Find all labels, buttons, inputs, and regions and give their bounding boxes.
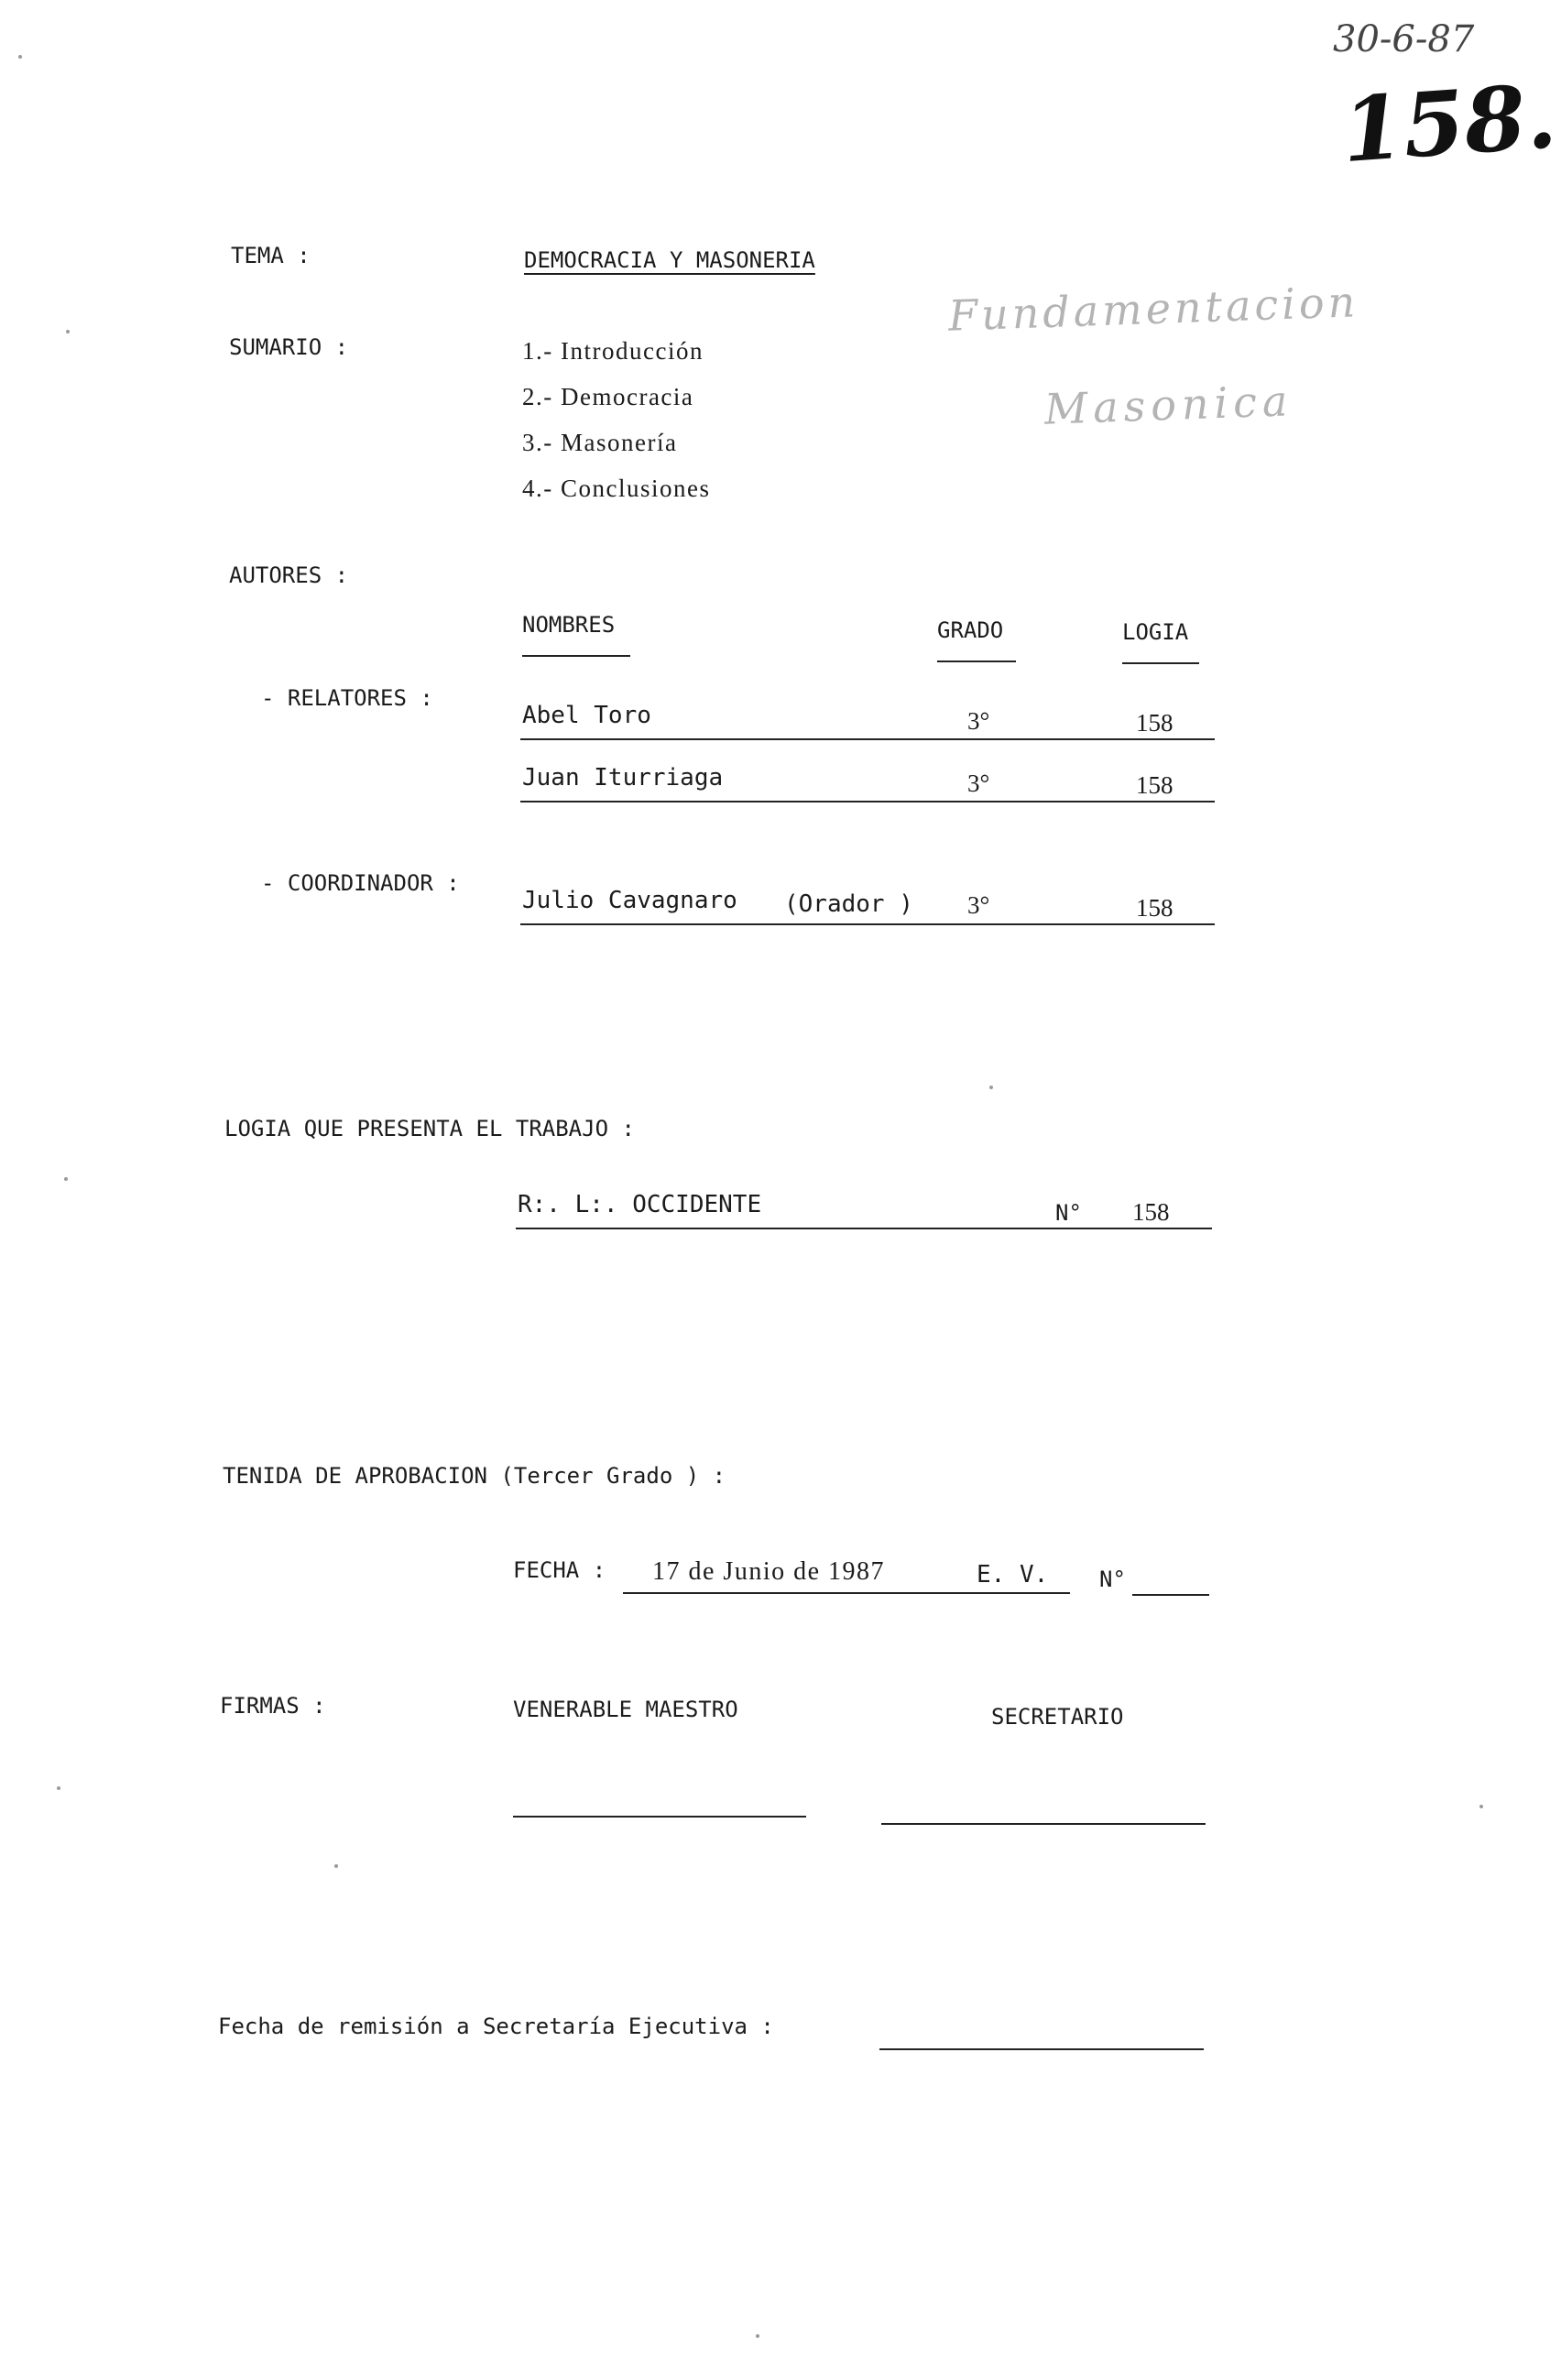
logia-nombre: R:. L:. OCCIDENTE xyxy=(518,1191,762,1218)
remision-label: Fecha de remisión a Secretaría Ejecutiva : xyxy=(218,2014,774,2039)
sumario-item-2: 2.- Democracia xyxy=(522,383,694,410)
scan-speck xyxy=(1479,1805,1483,1808)
pencil-note-line1: Fundamentacion xyxy=(947,277,1360,341)
secretario-signature-line xyxy=(881,1823,1206,1825)
handwritten-number: 158. xyxy=(1338,63,1560,183)
sumario-item-4: 4.- Conclusiones xyxy=(522,475,711,502)
coordinador-label: - COORDINADOR : xyxy=(261,870,460,896)
header-logia-underline xyxy=(1122,662,1199,664)
sumario-item-1: 1.- Introducción xyxy=(522,337,704,365)
tenida-numero-line xyxy=(1132,1594,1209,1596)
coordinador-cargo: (Orador ) xyxy=(784,890,913,918)
firmas-label: FIRMAS : xyxy=(220,1693,326,1719)
venerable-signature-line xyxy=(513,1816,806,1818)
relator-2-nombre: Juan Iturriaga xyxy=(522,764,724,792)
header-grado-underline xyxy=(937,661,1016,662)
pencil-note-line2: Masonica xyxy=(1043,376,1294,434)
scan-speck xyxy=(64,1177,68,1181)
relator-2-line xyxy=(520,801,1215,802)
relator-2-grado: 3° xyxy=(967,770,990,797)
header-grado: GRADO xyxy=(937,617,1004,643)
coordinador-nombre: Julio Cavagnaro xyxy=(522,887,737,914)
relator-1-logia: 158 xyxy=(1136,709,1173,737)
fecha-label: FECHA : xyxy=(513,1557,606,1583)
relator-1-nombre: Abel Toro xyxy=(522,702,651,729)
tema-label: TEMA : xyxy=(231,243,311,268)
scan-speck xyxy=(989,1086,993,1089)
venerable-maestro-label: VENERABLE MAESTRO xyxy=(513,1697,738,1722)
secretario-label: SECRETARIO xyxy=(991,1704,1124,1730)
scan-speck xyxy=(66,330,70,333)
fecha-value: 17 de Junio de 1987 xyxy=(652,1557,886,1586)
scan-speck xyxy=(334,1864,338,1868)
logia-numero: 158 xyxy=(1132,1198,1170,1226)
coordinador-line xyxy=(520,923,1215,925)
tenida-label: TENIDA DE APROBACION (Tercer Grado ) : xyxy=(223,1463,726,1489)
logia-line xyxy=(516,1228,1212,1229)
logia-presenta-label: LOGIA QUE PRESENTA EL TRABAJO : xyxy=(224,1116,635,1141)
fecha-line xyxy=(623,1592,1070,1594)
scan-speck xyxy=(18,55,22,59)
relator-1-grado: 3° xyxy=(967,707,990,735)
relatores-label: - RELATORES : xyxy=(261,685,433,711)
relator-2-logia: 158 xyxy=(1136,771,1173,799)
coordinador-logia: 158 xyxy=(1136,894,1173,922)
header-logia: LOGIA xyxy=(1122,619,1189,645)
sumario-item-3: 3.- Masonería xyxy=(522,429,678,456)
tenida-numero-label: N° xyxy=(1099,1567,1126,1592)
handwritten-date: 30-6-87 xyxy=(1333,18,1475,60)
sumario-label: SUMARIO : xyxy=(229,334,349,360)
fecha-era: E. V. xyxy=(977,1561,1049,1588)
tema-value: DEMOCRACIA Y MASONERIA xyxy=(524,247,815,273)
scan-speck xyxy=(756,2334,759,2338)
logia-numero-label: N° xyxy=(1055,1200,1082,1226)
coordinador-grado: 3° xyxy=(967,891,990,919)
relator-1-line xyxy=(520,738,1215,740)
scan-speck xyxy=(57,1786,60,1790)
header-nombres: NOMBRES xyxy=(522,612,616,638)
header-nombres-underline xyxy=(522,655,630,657)
autores-label: AUTORES : xyxy=(229,562,349,588)
remision-line xyxy=(879,2048,1204,2050)
